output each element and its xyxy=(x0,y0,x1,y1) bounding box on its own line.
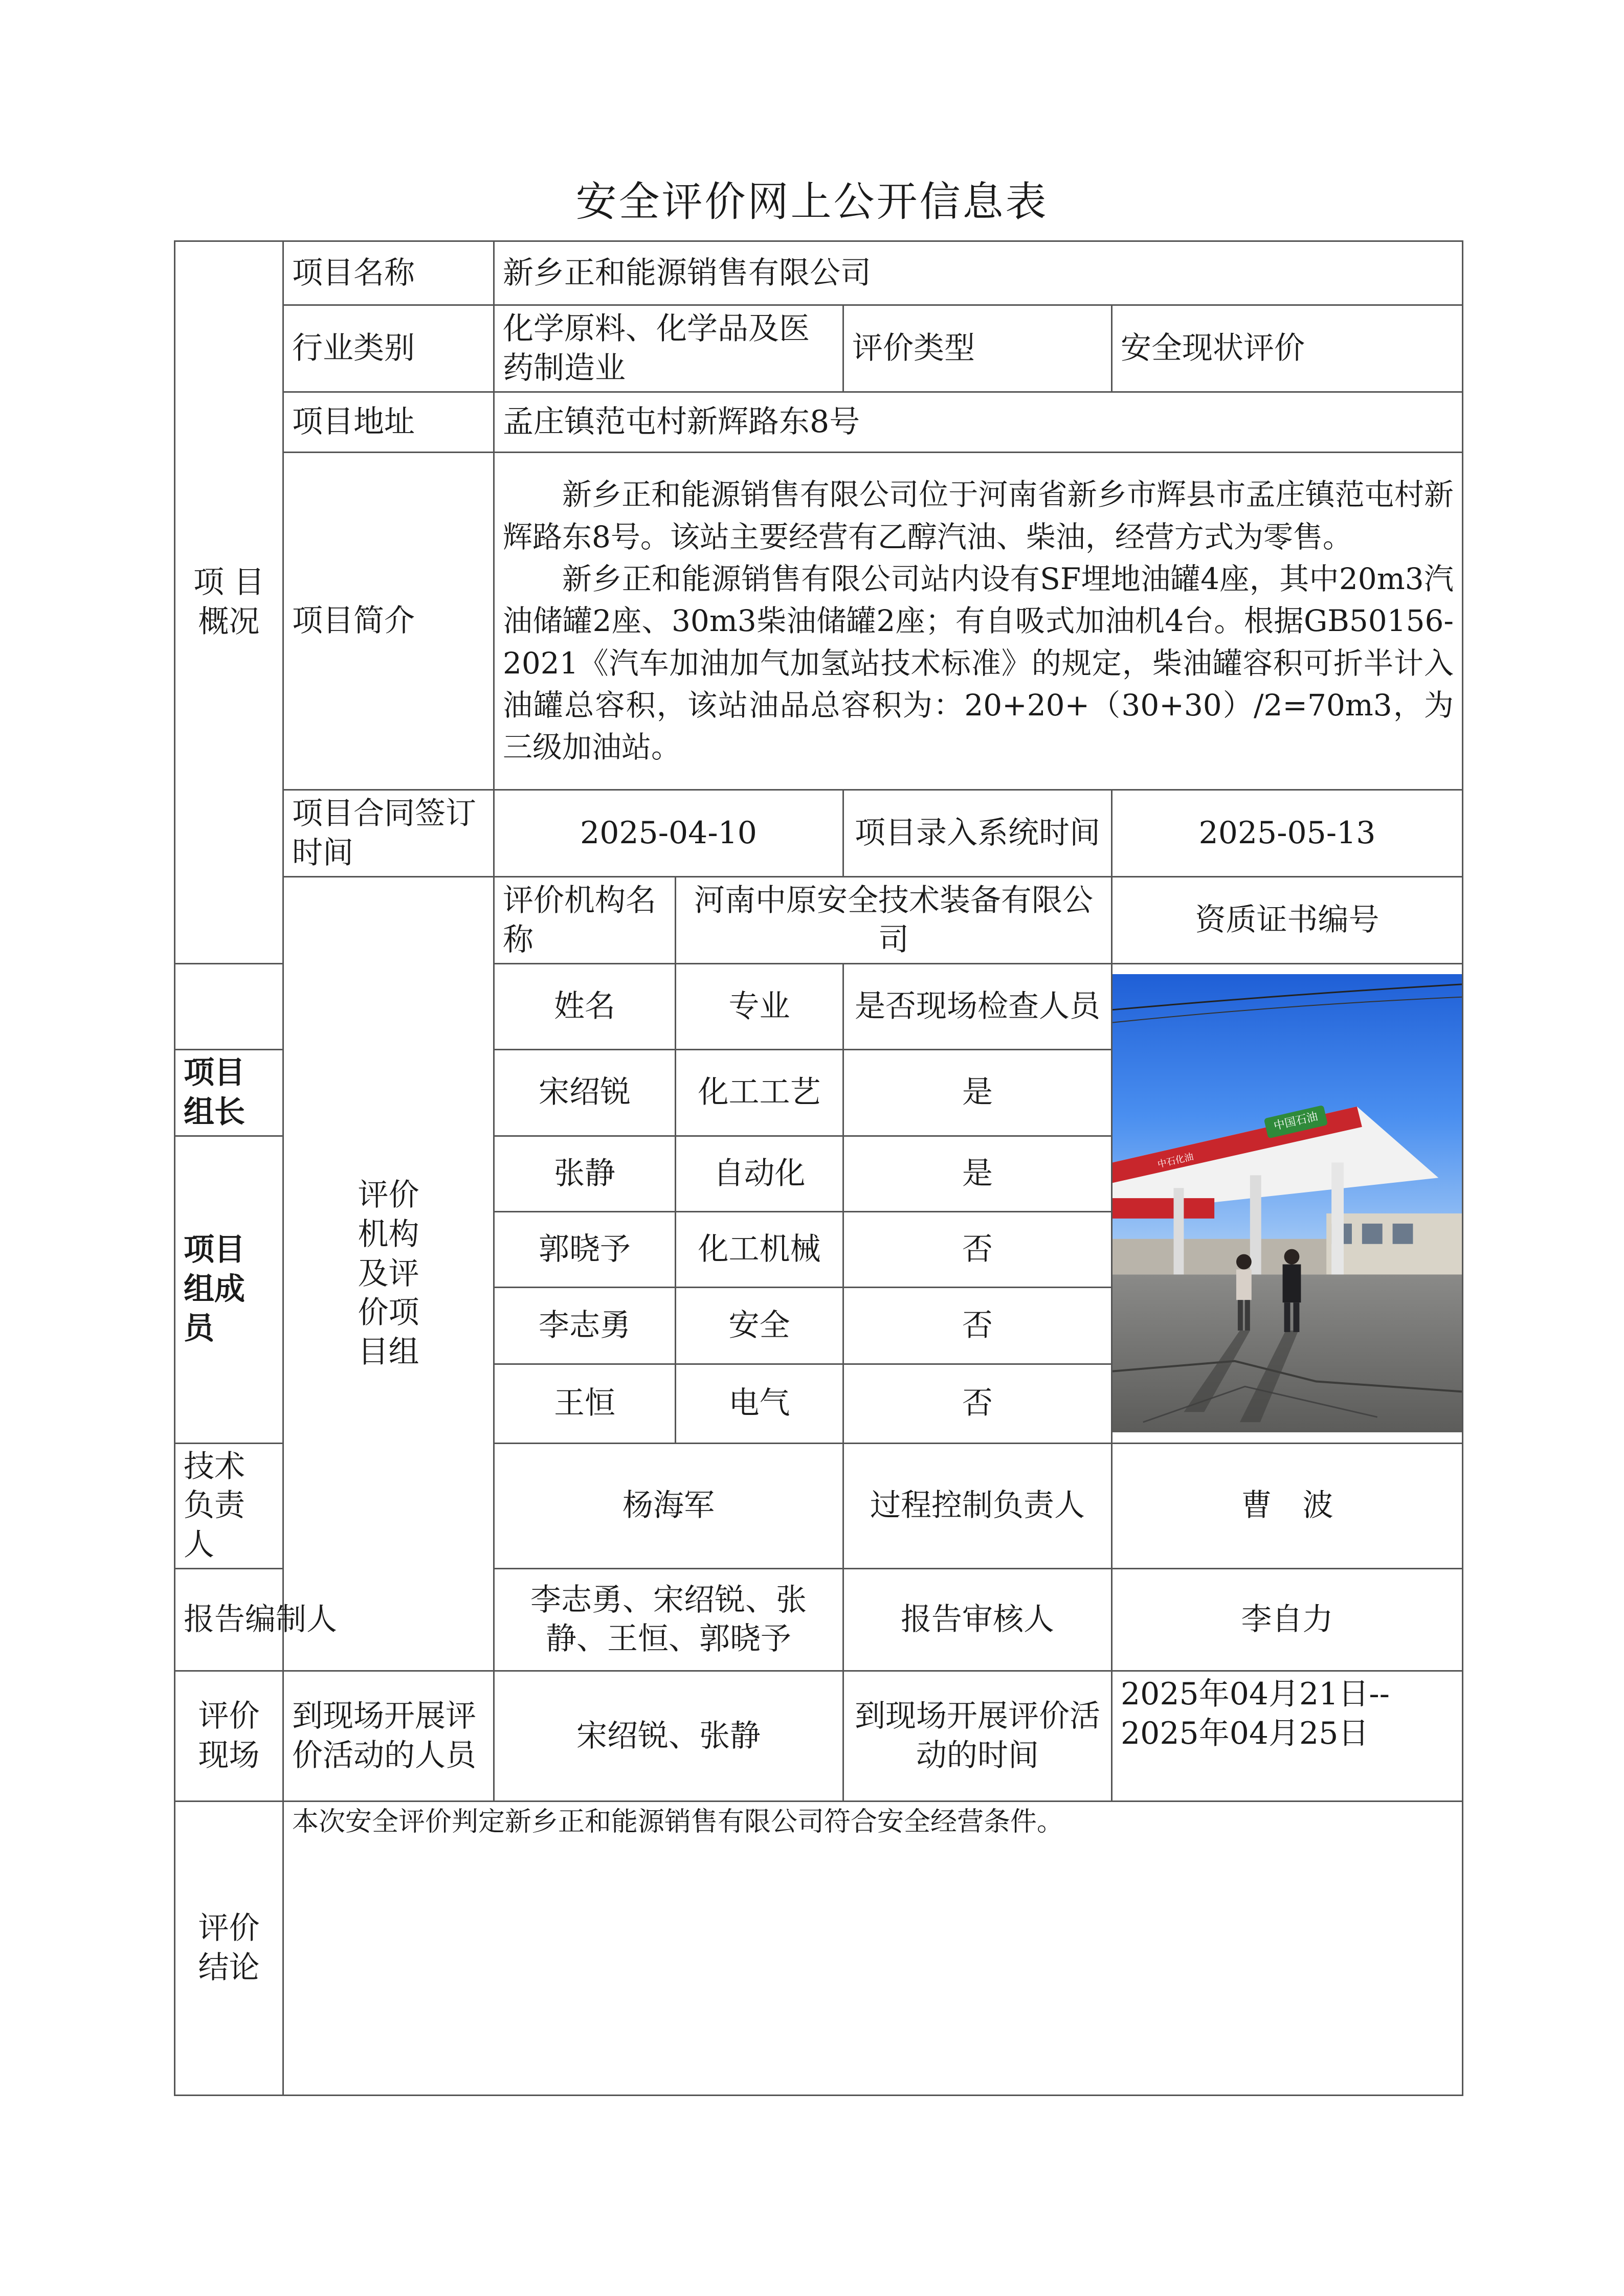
gas-station-photo xyxy=(1113,974,1462,1432)
section-conclusion xyxy=(175,1801,283,2095)
member-major: 自动化 xyxy=(676,1136,843,1211)
member-name: 张静 xyxy=(494,1136,676,1211)
reviewer-value: 李自力 xyxy=(1112,1568,1463,1671)
site-photo xyxy=(1112,964,1463,1444)
leader-name: 宋绍锐 xyxy=(494,1050,676,1136)
intro-paragraph-1: 新乡正和能源销售有限公司位于河南省新乡市辉县市孟庄镇范屯村新辉路东8号。该站主要经营有乙醇汽油、柴油，经营方式为零售。 xyxy=(503,477,1454,554)
site-time-label: 到现场开展评价活动的时间 xyxy=(843,1671,1112,1801)
leader-onsite: 是 xyxy=(843,1050,1112,1136)
writers-value: 李志勇、宋绍锐、张静、王恒、郭晓予 xyxy=(494,1568,843,1671)
member-name: 郭晓予 xyxy=(494,1211,676,1287)
col-name-header: 姓名 xyxy=(494,964,676,1050)
intro-value xyxy=(494,453,1463,790)
tech-label: 技术负责人 xyxy=(175,1443,283,1568)
leader-major: 化工工艺 xyxy=(676,1050,843,1136)
address-label: 项目地址 xyxy=(283,392,494,453)
site-people-value: 宋绍锐、张静 xyxy=(494,1671,843,1801)
site-time-value xyxy=(1112,1671,1463,1801)
section-project-overview xyxy=(175,241,283,964)
member-major: 安全 xyxy=(676,1287,843,1364)
intro-label: 项目简介 xyxy=(283,453,494,790)
entry-value: 2025-05-13 xyxy=(1112,790,1463,877)
member-name: 李志勇 xyxy=(494,1287,676,1364)
process-value: 曹 波 xyxy=(1112,1443,1463,1568)
leader-label: 项目组长 xyxy=(175,1050,283,1136)
section-project-overview-label: 项 目 概况 xyxy=(193,565,265,640)
intro-paragraph-2: 新乡正和能源销售有限公司站内设有SF埋地油罐4座，其中20m3汽油储罐2座、30m3柴油储罐2座；有自吸式加油机4台。根据GB50156-2021《汽车加油加气加氢站技术标准》的规定，柴油罐容积可折半计入油罐总容积，该站油品总容积为：20+20+（30+30）/2=70m3，为三级加油站。 xyxy=(503,561,1454,765)
member-onsite: 否 xyxy=(843,1364,1112,1443)
org-label: 评价机构名称 xyxy=(494,877,676,964)
entry-label: 项目录入系统时间 xyxy=(843,790,1112,877)
col-onsite-header: 是否现场检查人员 xyxy=(843,964,1112,1050)
section-agency xyxy=(283,877,494,1671)
eval-type-label: 评价类型 xyxy=(843,305,1112,392)
contract-label: 项目合同签订时间 xyxy=(283,790,494,877)
site-time-end: 2025年04月25日 xyxy=(1121,1715,1369,1751)
project-name-value: 新乡正和能源销售有限公司 xyxy=(494,241,1463,305)
member-onsite: 否 xyxy=(843,1211,1112,1287)
member-name: 王恒 xyxy=(494,1364,676,1443)
member-onsite: 否 xyxy=(843,1287,1112,1364)
tech-value: 杨海军 xyxy=(494,1443,843,1568)
cert-label: 资质证书编号 xyxy=(1112,877,1463,964)
members-label: 项目组成员 xyxy=(175,1136,283,1443)
eval-type-value: 安全现状评价 xyxy=(1112,305,1463,392)
station-sign-text-2: 中石化油 xyxy=(1156,1151,1195,1170)
contract-value: 2025-04-10 xyxy=(494,790,843,877)
team-header-empty xyxy=(175,964,283,1050)
member-onsite: 是 xyxy=(843,1136,1112,1211)
col-major-header: 专业 xyxy=(676,964,843,1050)
info-table xyxy=(174,240,1463,2096)
section-conclusion-label: 评价 结论 xyxy=(198,1910,260,1986)
org-value: 河南中原安全技术装备有限公司 xyxy=(676,877,1112,964)
section-site xyxy=(175,1671,283,1801)
station-sign-text: 中国石油 xyxy=(1272,1110,1319,1133)
page-title: 安全评价网上公开信息表 xyxy=(575,178,1049,226)
section-site-label: 评价 现场 xyxy=(198,1698,260,1773)
industry-value: 化学原料、化学品及医药制造业 xyxy=(494,305,843,392)
project-name-label: 项目名称 xyxy=(283,241,494,305)
conclusion-text: 本次安全评价判定新乡正和能源销售有限公司符合安全经营条件。 xyxy=(283,1801,1463,2095)
reviewer-label: 报告审核人 xyxy=(843,1568,1112,1671)
process-label: 过程控制负责人 xyxy=(843,1443,1112,1568)
industry-label: 行业类别 xyxy=(283,305,494,392)
section-agency-label: 评价机构及评价项目组 xyxy=(358,1177,419,1370)
site-time-start: 2025年04月21日-- xyxy=(1121,1676,1390,1712)
member-major: 电气 xyxy=(676,1364,843,1443)
member-major: 化工机械 xyxy=(676,1211,843,1287)
writers-label: 报告编制人 xyxy=(175,1568,494,1671)
address-value: 孟庄镇范屯村新辉路东8号 xyxy=(494,392,1463,453)
site-people-label: 到现场开展评价活动的人员 xyxy=(283,1671,494,1801)
